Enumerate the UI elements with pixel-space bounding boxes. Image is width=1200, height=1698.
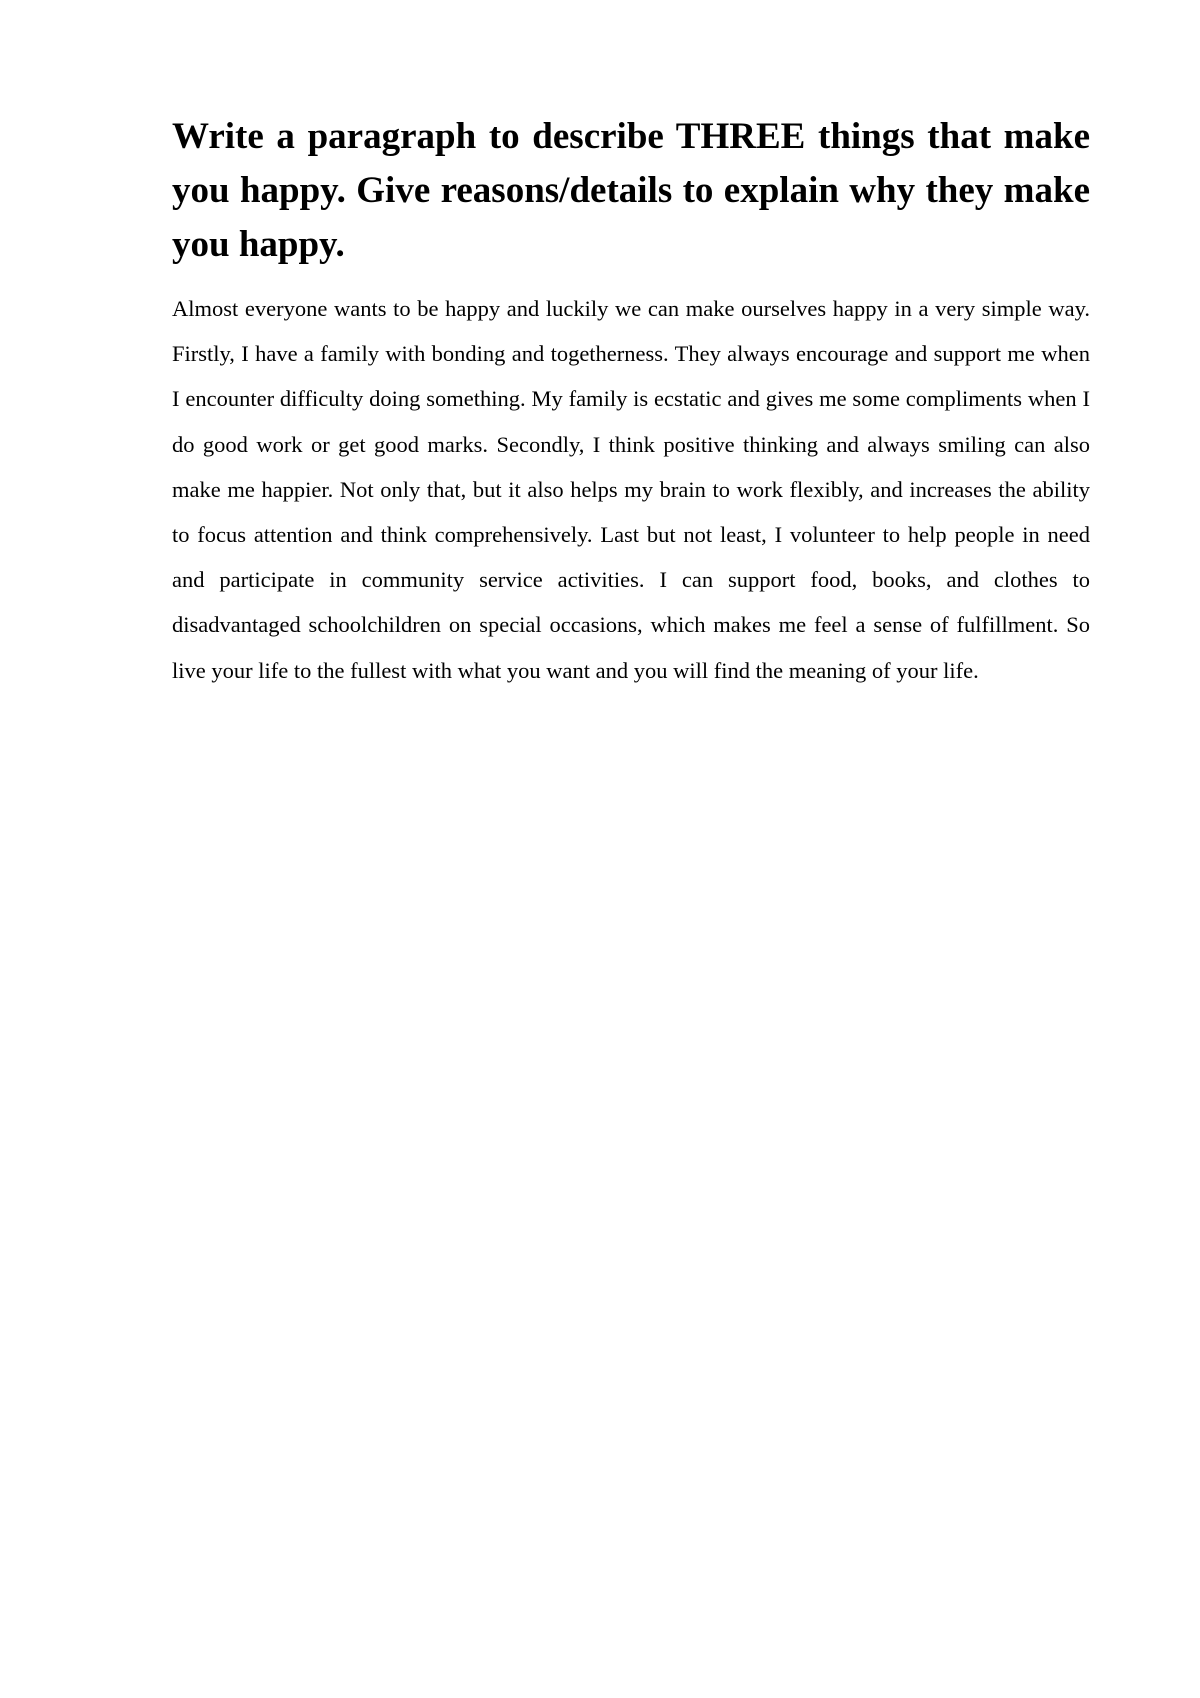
document-paragraph: Almost everyone wants to be happy and luckily we can make ourselves happy in a very simple way. Firstly, I have a family with bonding and togetherness. They always encourage and support me when I encounter difficulty doing something. My family is ecstatic and gives me some compliments when I do good work or get good marks. Secondly, I think positive thinking and always smiling can also make me happier. Not only that, but it also helps my brain to work flexibly, and increases the ability to focus attention and think comprehensively. Last but not least, I volunteer to help people in need and participate in community service activities. I can support food, books, and clothes to disadvantaged schoolchildren on special occasions, which makes me feel a sense of fulfillment. So live your life to the fullest with what you want and you will find the meaning of your life. [172,296,1090,683]
document-title: Write a paragraph to describe THREE things that make you happy. Give reasons/details to explain why they make you happy. [172,116,1090,265]
document-content [172,110,1090,693]
